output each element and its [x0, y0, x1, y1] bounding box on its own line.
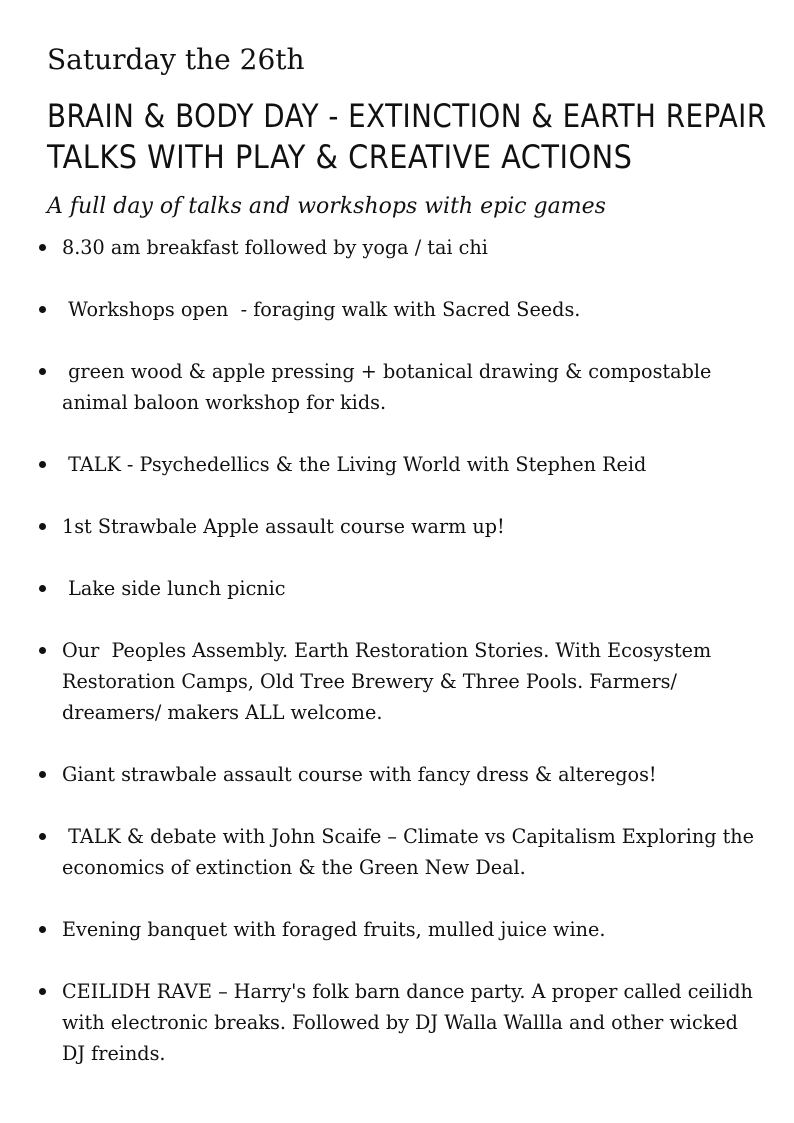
bullet-icon [39, 306, 46, 313]
list-item [0, 294, 794, 325]
list-item-text: 1st Strawbale Apple assault course warm up! [62, 515, 505, 538]
schedule-list [0, 232, 794, 1100]
bullet-icon [39, 523, 46, 530]
bullet-icon [39, 988, 46, 995]
list-item-text: TALK & debate with John Scaife – Climate vs Capitalism Exploring the economics of extinction & the Green New Deal. [62, 825, 761, 879]
event-title [47, 96, 767, 178]
list-item [0, 759, 794, 790]
list-item [0, 232, 794, 263]
list-item [0, 573, 794, 604]
event-subtitle: A full day of talks and workshops with epic games [47, 194, 606, 219]
event-title-line-1: BRAIN & BODY DAY - EXTINCTION & EARTH REPAIR [47, 97, 767, 135]
list-item-text: Evening banquet with foraged fruits, mulled juice wine. [62, 918, 606, 941]
bullet-icon [39, 368, 46, 375]
list-item [0, 914, 794, 945]
list-item [0, 976, 794, 1069]
bullet-icon [39, 771, 46, 778]
bullet-icon [39, 926, 46, 933]
list-item-text: 8.30 am breakfast followed by yoga / tai chi [62, 236, 488, 259]
bullet-icon [39, 585, 46, 592]
list-item [0, 511, 794, 542]
list-item-text: TALK - Psychedellics & the Living World with Stephen Reid [62, 453, 647, 476]
bullet-icon [39, 244, 46, 251]
bullet-icon [39, 833, 46, 840]
bullet-icon [39, 461, 46, 468]
list-item [0, 821, 794, 883]
list-item [0, 635, 794, 728]
list-item-text: Giant strawbale assault course with fancy dress & alteregos! [62, 763, 657, 786]
list-item-text: Workshops open - foraging walk with Sacred Seeds. [62, 298, 581, 321]
list-item-text: CEILIDH RAVE – Harry's folk barn dance party. A proper called ceilidh with electronic breaks. Followed by DJ Walla Wallla and other wicked DJ freinds. [62, 980, 759, 1065]
event-date: Saturday the 26th [47, 43, 305, 76]
list-item-text: Lake side lunch picnic [62, 577, 286, 600]
list-item [0, 356, 794, 418]
event-title-line-2: TALKS WITH PLAY & CREATIVE ACTIONS [47, 138, 633, 176]
bullet-icon [39, 647, 46, 654]
list-item [0, 449, 794, 480]
list-item-text: green wood & apple pressing + botanical drawing & compostable animal baloon workshop for kids. [62, 360, 718, 414]
list-item-text: Our Peoples Assembly. Earth Restoration Stories. With Ecosystem Restoration Camps, Old Tree Brewery & Three Pools. Farmers/ dreamers/ makers ALL welcome. [62, 639, 718, 724]
